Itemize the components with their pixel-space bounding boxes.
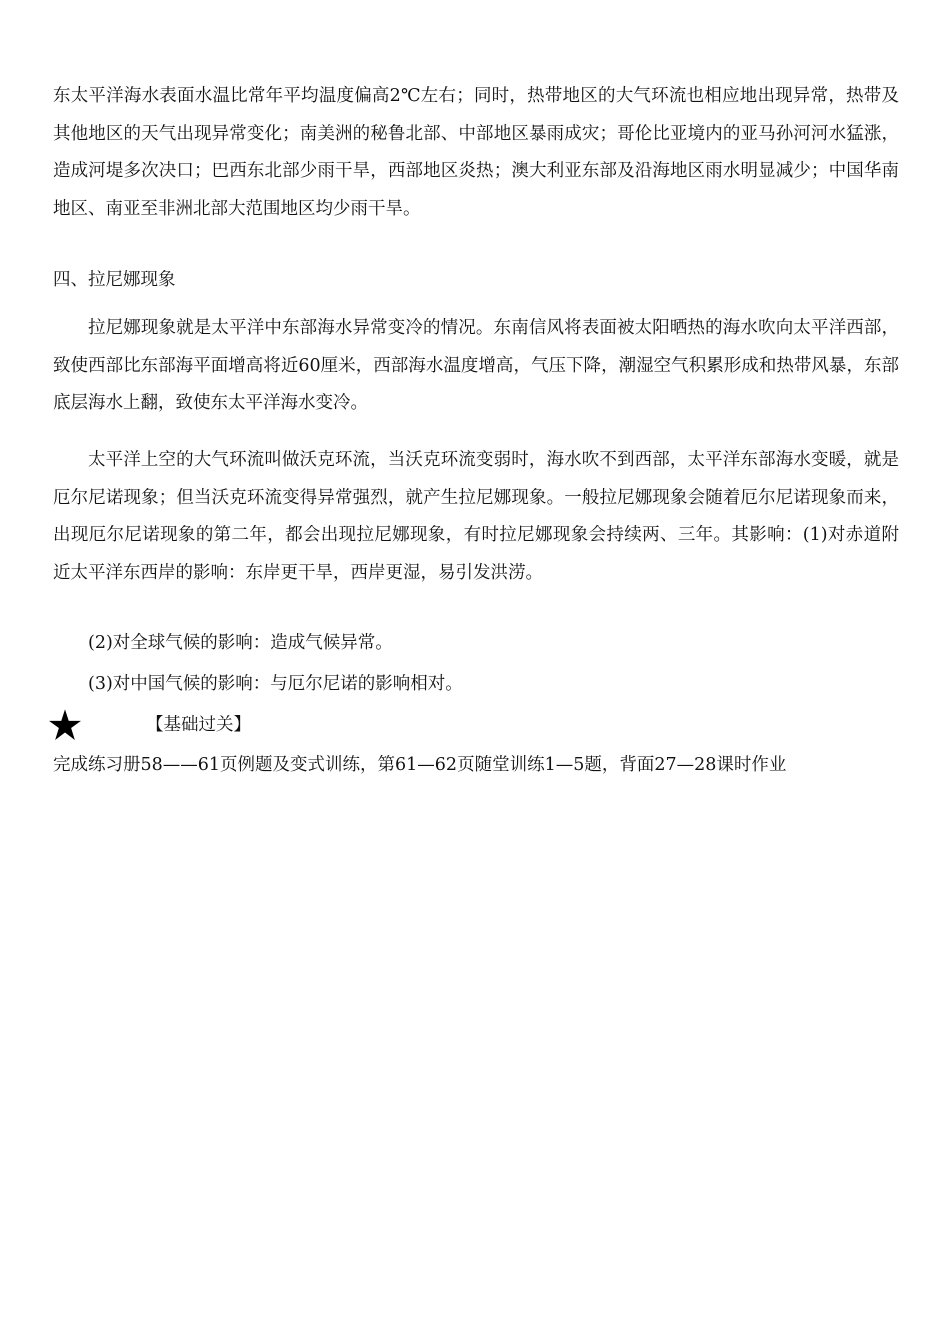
paragraph-la-nina-definition: 拉尼娜现象就是太平洋中东部海水异常变冷的情况。东南信风将表面被太阳晒热的海水吹向太平洋西部，致使西部比东部海平面增高将近60厘米，西部海水温度增高，气压下降，潮湿空气积累形成和热带风暴，东部底层海水上翻，致使东太平洋海水变冷。 — [53, 318, 899, 413]
basic-review-heading — [48, 708, 908, 748]
basic-review-label: 【基础过关】 — [146, 715, 251, 735]
paragraph-walker-circulation: 太平洋上空的大气环流叫做沃克环流，当沃克环流变弱时，海水吹不到西部，太平洋东部海水变暖，就是厄尔尼诺现象；但当沃克环流变得异常强烈，就产生拉尼娜现象。一般拉尼娜现象会随着厄尔尼诺现象而来，出现厄尔尼诺现象的第二年，都会出现拉尼娜现象，有时拉尼娜现象会持续两、三年。其影响：(1)对赤道附近太平洋东西岸的影响：东岸更干旱，西岸更湿，易引发洪涝。 — [53, 450, 899, 583]
paragraph-global-climate-impact: (2)对全球气候的影响：造成气候异常。 — [88, 633, 393, 653]
paragraph-china-climate-impact: (3)对中国气候的影响：与厄尔尼诺的影响相对。 — [88, 674, 463, 694]
section-heading-la-nina: 四、拉尼娜现象 — [53, 270, 176, 290]
star-icon — [48, 708, 82, 742]
paragraph-el-nino-effects: 东太平洋海水表面水温比常年平均温度偏高2℃左右；同时，热带地区的大气环流也相应地出现异常，热带及其他地区的天气出现异常变化；南美洲的秘鲁北部、中部地区暴雨成灾；哥伦比亚境内的亚马孙河河水猛涨，造成河堤多次决口；巴西东北部少雨干旱，西部地区炎热；澳大利亚东部及沿海地区雨水明显减少；中国华南地区、南亚至非洲北部大范围地区均少雨干旱。 — [53, 86, 899, 219]
paragraph-homework-assignment: 完成练习册58——61页例题及变式训练，第61—62页随堂训练1—5题，背面27—28课时作业 — [53, 755, 787, 775]
